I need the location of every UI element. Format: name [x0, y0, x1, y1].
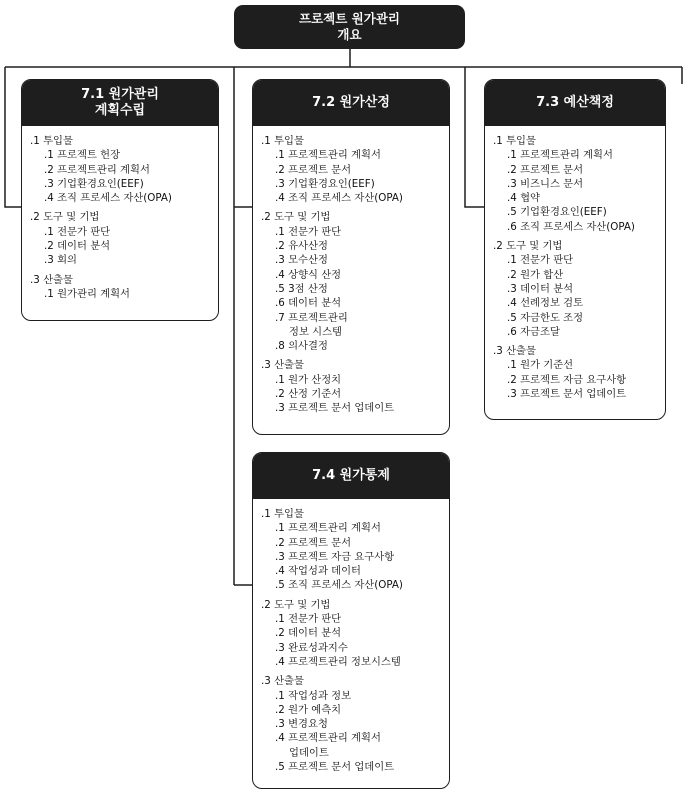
connector-7-3 — [465, 67, 484, 207]
process-box-7-3 — [484, 79, 666, 420]
list-item: .5 기업환경요인(EEF) — [507, 206, 607, 219]
section-title: .1 투입물 — [261, 508, 304, 520]
process-body — [485, 126, 665, 401]
list-item: .1 작업성과 정보 — [275, 689, 352, 702]
process-box-7-4 — [252, 452, 450, 789]
process-header-7-4 — [253, 453, 449, 499]
list-item: .4 협약 — [507, 192, 540, 205]
list-item: .7 프로젝트관리 — [275, 311, 348, 324]
section-title: .2 도구 및 기법 — [30, 211, 100, 224]
list-item: .1 프로젝트 헌장 — [44, 149, 121, 162]
outputs-section — [30, 273, 218, 302]
root-title-line1: 프로젝트 원가관리 — [299, 11, 400, 26]
section-title: .1 투입물 — [30, 135, 73, 147]
list-item: .4 프로젝트관리 계획서 — [275, 732, 381, 745]
section-title: .3 산출물 — [261, 675, 304, 688]
list-item: .2 프로젝트 문서 — [275, 163, 352, 176]
section-title: .2 도구 및 기법 — [261, 211, 331, 224]
list-item: .5 조직 프로세스 자산(OPA) — [275, 579, 403, 592]
list-item: .2 원가 예측치 — [275, 703, 342, 716]
inputs-section — [493, 134, 665, 234]
list-item: .4 조직 프로세스 자산(OPA) — [44, 192, 172, 205]
list-item: .2 유사산정 — [275, 240, 328, 253]
tools-section — [261, 210, 449, 353]
list-item: .2 프로젝트관리 계획서 — [44, 163, 150, 176]
list-item: .1 전문가 판단 — [275, 225, 342, 238]
section-title: .3 산출물 — [30, 273, 73, 286]
process-header-7-1 — [22, 80, 218, 126]
list-item: .5 자금한도 조정 — [507, 311, 584, 324]
process-box-7-1 — [21, 79, 219, 321]
list-item: .1 전문가 판단 — [44, 225, 111, 238]
list-item: .1 전문가 판단 — [507, 254, 574, 267]
list-item: .5 프로젝트 문서 업데이트 — [275, 761, 395, 774]
process-title-line: 7.4 원가통제 — [312, 468, 390, 483]
list-item: .1 전문가 판단 — [275, 613, 342, 626]
list-item: .3 프로젝트 문서 업데이트 — [507, 388, 627, 401]
list-item: .3 프로젝트 자금 요구사항 — [275, 550, 395, 563]
outputs-section — [493, 344, 665, 401]
process-header-7-2 — [253, 80, 449, 126]
inputs-section — [261, 507, 449, 593]
list-item: .4 상향식 산정 — [275, 268, 342, 281]
list-item: .1 원가 기준선 — [507, 359, 574, 372]
list-item-continuation: 정보 시스템 — [289, 325, 343, 338]
section-title: .3 산출물 — [261, 359, 304, 372]
list-item: .4 프로젝트관리 정보시스템 — [275, 655, 401, 668]
inputs-section — [30, 134, 218, 205]
list-item: .5 3점 산정 — [275, 282, 328, 295]
process-body — [253, 499, 449, 774]
section-title: .2 도구 및 기법 — [261, 598, 331, 611]
list-item: .2 프로젝트 문서 — [275, 536, 352, 549]
section-title: .1 투입물 — [493, 135, 536, 147]
list-item: .4 선례정보 검토 — [507, 297, 584, 310]
connector-7-1 — [5, 67, 21, 207]
list-item: .6 조직 프로세스 자산(OPA) — [507, 220, 635, 233]
list-item: .3 데이터 분석 — [507, 282, 574, 295]
list-item: .8 의사결정 — [275, 340, 328, 353]
process-title-line: 7.2 원가산정 — [312, 95, 390, 110]
root-title-box — [234, 5, 465, 49]
list-item: .2 데이터 분석 — [44, 240, 111, 253]
process-body — [253, 126, 449, 416]
list-item: .2 프로젝트 자금 요구사항 — [507, 373, 627, 386]
list-item: .3 기업환경요인(EEF) — [275, 177, 375, 190]
list-item: .3 완료성과지수 — [275, 641, 348, 654]
outputs-section — [261, 674, 449, 774]
list-item: .1 프로젝트관리 계획서 — [507, 149, 613, 162]
list-item: .2 데이터 분석 — [275, 627, 342, 640]
list-item: .6 데이터 분석 — [275, 297, 342, 310]
process-box-7-2 — [252, 79, 450, 435]
list-item: .4 작업성과 데이터 — [275, 565, 361, 578]
list-item-continuation: 업데이트 — [289, 746, 329, 759]
list-item: .1 원가 산정치 — [275, 373, 342, 386]
process-body — [22, 126, 218, 301]
list-item: .2 프로젝트 문서 — [507, 163, 584, 176]
root-title-line2: 개요 — [337, 27, 362, 42]
list-item: .3 비즈니스 문서 — [507, 177, 584, 190]
list-item: .2 원가 합산 — [507, 268, 564, 281]
list-item: .1 프로젝트관리 계획서 — [275, 149, 381, 162]
list-item: .3 기업환경요인(EEF) — [44, 177, 144, 190]
inputs-section — [261, 134, 449, 205]
list-item: .1 원가관리 계획서 — [44, 287, 130, 300]
process-title-line: 7.1 원가관리 — [81, 87, 159, 102]
process-title-line: 7.3 예산책정 — [536, 95, 614, 110]
list-item: .1 프로젝트관리 계획서 — [275, 522, 381, 535]
tools-section — [30, 210, 218, 267]
process-title-line: 계획수립 — [94, 103, 146, 118]
tools-section — [493, 239, 665, 339]
list-item: .3 모수산정 — [275, 254, 328, 267]
list-item: .6 자금조달 — [507, 325, 560, 338]
section-title: .3 산출물 — [493, 345, 536, 358]
tools-section — [261, 598, 449, 669]
process-header-7-3 — [485, 80, 665, 126]
list-item: .4 조직 프로세스 자산(OPA) — [275, 192, 403, 205]
list-item: .3 변경요청 — [275, 718, 328, 731]
list-item: .2 산정 기준서 — [275, 388, 342, 401]
section-title: .2 도구 및 기법 — [493, 240, 563, 253]
list-item: .3 프로젝트 문서 업데이트 — [275, 402, 395, 415]
outputs-section — [261, 358, 449, 415]
section-title: .1 투입물 — [261, 135, 304, 147]
list-item: .3 회의 — [44, 254, 77, 267]
